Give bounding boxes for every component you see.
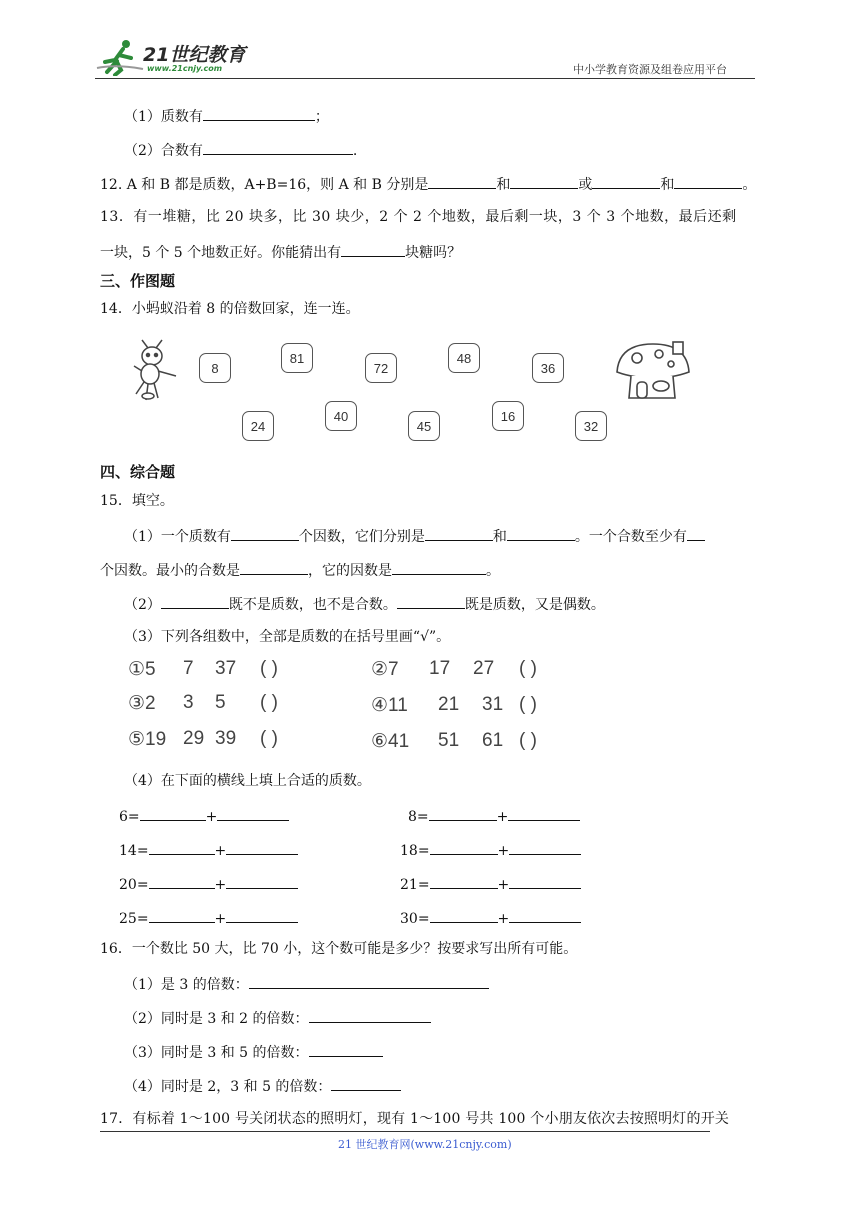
equation-row: 6= + <box>119 806 289 826</box>
equation-row: 21= + <box>400 874 581 894</box>
q17-text: 17．有标着 1～100 号关闭状态的照明灯，现有 1～100 号共 100 个小朋友依次去按照明灯的开关 <box>100 1111 730 1127</box>
answer-blank[interactable] <box>331 1076 401 1091</box>
q15-part3: （3）下列各组数中，全部是质数的在括号里画“√”。 <box>124 629 451 645</box>
q15-part1-line2: 个因数。最小的合数是 ，它的因数是 。 <box>100 560 500 580</box>
equation-row: 25= + <box>119 908 298 928</box>
q13-line2: 一块，5 个 5 个地数正好。你能猜出有 块糖吗？ <box>100 242 461 262</box>
check-paren[interactable]: ( ) <box>260 692 278 713</box>
answer-blank[interactable] <box>687 526 705 541</box>
number-card[interactable]: 36 <box>532 353 564 383</box>
check-paren[interactable]: ( ) <box>519 730 537 751</box>
check-paren[interactable]: ( ) <box>260 728 278 749</box>
q11-sub1: （1）质数有 ； <box>124 106 329 126</box>
section-title: 四、综合题 <box>100 463 176 481</box>
equation-row: 18= + <box>400 840 581 860</box>
answer-blank[interactable] <box>203 106 315 121</box>
q16-sub1: （1）是 3 的倍数： <box>124 974 489 994</box>
answer-blank[interactable] <box>392 560 486 575</box>
footer-text[interactable]: 21 世纪教育网(www.21cnjy.com) <box>338 1138 512 1151</box>
answer-blank[interactable] <box>240 560 308 575</box>
q15-part2: （2） 既不是质数，也不是合数。 既是质数，又是偶数。 <box>124 594 605 614</box>
section-title: 三、作图题 <box>100 272 176 290</box>
number-card[interactable]: 16 <box>492 401 524 431</box>
runner-logo-icon <box>95 38 147 76</box>
check-paren[interactable]: ( ) <box>519 658 537 679</box>
check-paren[interactable]: ( ) <box>260 658 278 679</box>
check-paren[interactable]: ( ) <box>519 694 537 715</box>
q16-text: 16．一个数比 50 大，比 70 小，这个数可能是多少？按要求写出所有可能。 <box>100 941 578 957</box>
q16-sub2: （2）同时是 3 和 2 的倍数： <box>124 1008 431 1028</box>
answer-blank[interactable] <box>674 174 742 189</box>
equation-row: 14= + <box>119 840 298 860</box>
logo-title: 21世纪教育 <box>143 44 246 66</box>
header-divider <box>95 78 755 79</box>
answer-blank[interactable] <box>309 1008 431 1023</box>
q16-sub3: （3）同时是 3 和 5 的倍数： <box>124 1042 383 1062</box>
answer-blank[interactable] <box>231 526 299 541</box>
number-card[interactable]: 45 <box>408 411 440 441</box>
answer-blank[interactable] <box>592 174 660 189</box>
q11-sub2: （2）合数有 . <box>124 140 357 160</box>
footer-divider <box>100 1131 710 1132</box>
answer-blank[interactable] <box>249 974 489 989</box>
number-card[interactable]: 81 <box>281 343 313 373</box>
q15-title: 15．填空。 <box>100 493 174 509</box>
header-logo <box>95 38 265 76</box>
q16-sub4: （4）同时是 2，3 和 5 的倍数： <box>124 1076 401 1096</box>
platform-name: 中小学教育资源及组卷应用平台 <box>573 63 727 76</box>
number-card[interactable]: 72 <box>365 353 397 383</box>
q15-part4: （4）在下面的横线上填上合适的质数。 <box>124 773 371 789</box>
number-card[interactable]: 24 <box>242 411 274 441</box>
q13-line1: 13．有一堆糖，比 20 块多，比 30 块少，2 个 2 个地数，最后剩一块，3 个 3 个地数，最后还剩 <box>100 209 737 225</box>
answer-blank[interactable] <box>397 594 465 609</box>
logo-url: www.21cnjy.com <box>147 64 223 73</box>
answer-blank[interactable] <box>203 140 353 155</box>
equation-row: 20= + <box>119 874 298 894</box>
mushroom-house-icon <box>613 338 693 400</box>
q12: 12. A 和 B 都是质数，A+B=16，则 A 和 B 分别是 和 或 和 。 <box>100 174 756 194</box>
answer-blank[interactable] <box>507 526 575 541</box>
answer-blank[interactable] <box>309 1042 383 1057</box>
number-card[interactable]: 40 <box>325 401 357 431</box>
answer-blank[interactable] <box>428 174 496 189</box>
answer-blank[interactable] <box>425 526 493 541</box>
number-card[interactable]: 8 <box>199 353 231 383</box>
answer-blank[interactable] <box>161 594 229 609</box>
q15-part1-line1: （1）一个质数有 个因数，它们分别是 和 。一个合数至少有 <box>124 526 705 546</box>
number-card[interactable]: 32 <box>575 411 607 441</box>
answer-blank[interactable] <box>341 242 405 257</box>
equation-row: 8= + <box>408 806 580 826</box>
equation-row: 30= + <box>400 908 581 928</box>
answer-blank[interactable] <box>510 174 578 189</box>
q14-text: 14．小蚂蚁沿着 8 的倍数回家，连一连。 <box>100 301 360 317</box>
ant-icon <box>128 338 184 408</box>
number-card[interactable]: 48 <box>448 343 480 373</box>
